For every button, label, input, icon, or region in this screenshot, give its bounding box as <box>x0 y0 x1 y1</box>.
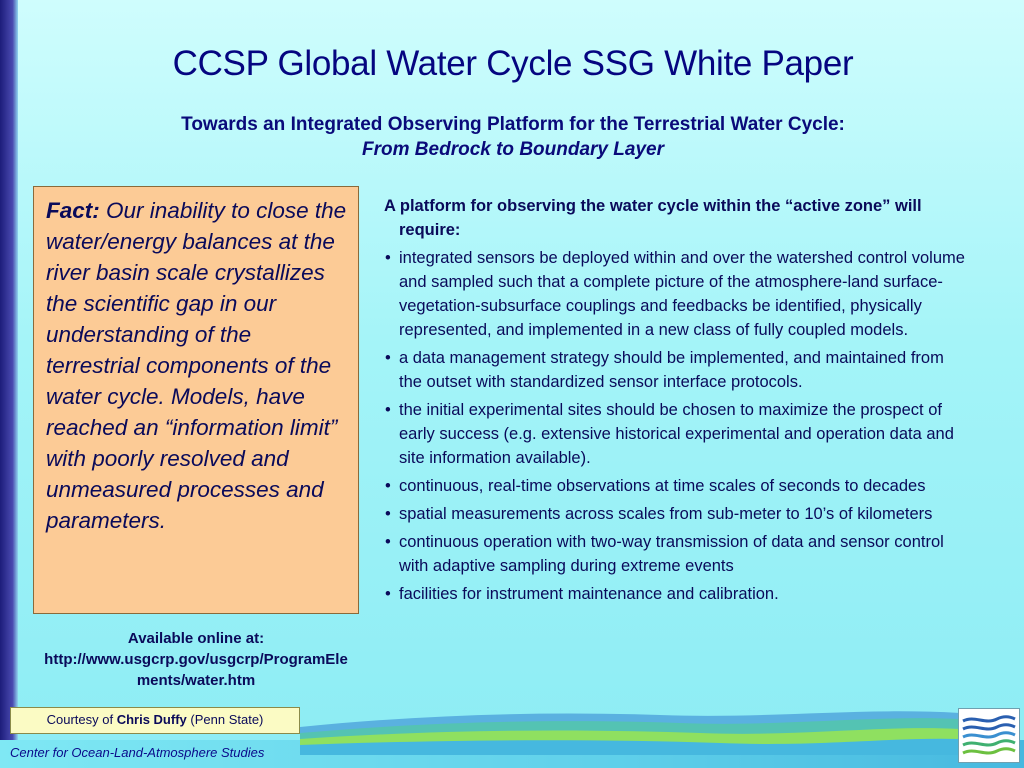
available-label: Available online at: <box>127 630 265 647</box>
url-part-2[interactable]: ments/water.htm <box>136 672 256 689</box>
courtesy-suffix: (Penn State) <box>190 712 264 727</box>
courtesy-prefix: Courtesy of <box>46 712 114 727</box>
available-online <box>28 628 364 691</box>
fact-box <box>33 186 359 614</box>
requirement-item: • integrated sensors be deployed within and over the watershed control volume and sampled such that a complete picture of the atmosphere-land surface-vegetation-subsurface couplings and feedbacks be identified, physically represented, and implemented in a new class of fully coupled models. <box>384 246 968 342</box>
requirements-intro: A platform for observing the water cycle within the “active zone” will require: <box>384 197 922 239</box>
footer-org-name: Center for Ocean-Land-Atmosphere Studies <box>10 745 265 760</box>
requirement-item: • continuous operation with two-way transmission of data and sensor control with adaptive sampling during extreme events <box>384 530 968 578</box>
fact-lead: Fact: <box>46 198 100 223</box>
requirement-item: • the initial experimental sites should be chosen to maximize the prospect of early success (e.g. extensive historical experimental and operation data and site information available). <box>384 398 968 470</box>
subtitle-line-2: From Bedrock to Boundary Layer <box>362 139 664 160</box>
logo-waves-icon <box>959 709 1019 762</box>
courtesy-box <box>10 707 300 734</box>
left-accent-bar <box>0 0 18 768</box>
courtesy-name: Chris Duffy <box>116 712 187 727</box>
requirement-item: • spatial measurements across scales from sub-meter to 10’s of kilometers <box>384 502 968 526</box>
url-part-1[interactable]: http://www.usgcrp.gov/usgcrp/ProgramEle <box>44 651 348 668</box>
requirements-column <box>384 194 968 610</box>
wave-decoration <box>300 705 960 755</box>
requirement-item: • a data management strategy should be implemented, and maintained from the outset with standardized sensor interface protocols. <box>384 346 968 394</box>
slide-subtitle <box>18 112 1008 162</box>
slide-title: CCSP Global Water Cycle SSG White Paper <box>172 44 854 83</box>
subtitle-line-1: Towards an Integrated Observing Platform for the Terrestrial Water Cycle: <box>181 114 845 135</box>
requirement-item: • facilities for instrument maintenance and calibration. <box>384 582 968 606</box>
fact-text: Our inability to close the water/energy balances at the river basin scale crystallizes the scientific gap in our understanding of the terrestrial components of the water cycle. Models, have reached an “information limit” with poorly resolved and unmeasured processes and parameters. <box>46 198 347 533</box>
available-url-link[interactable] <box>28 649 364 691</box>
cola-logo <box>958 708 1020 763</box>
requirements-list <box>384 246 968 606</box>
requirement-item: • continuous, real-time observations at time scales of seconds to decades <box>384 474 968 498</box>
